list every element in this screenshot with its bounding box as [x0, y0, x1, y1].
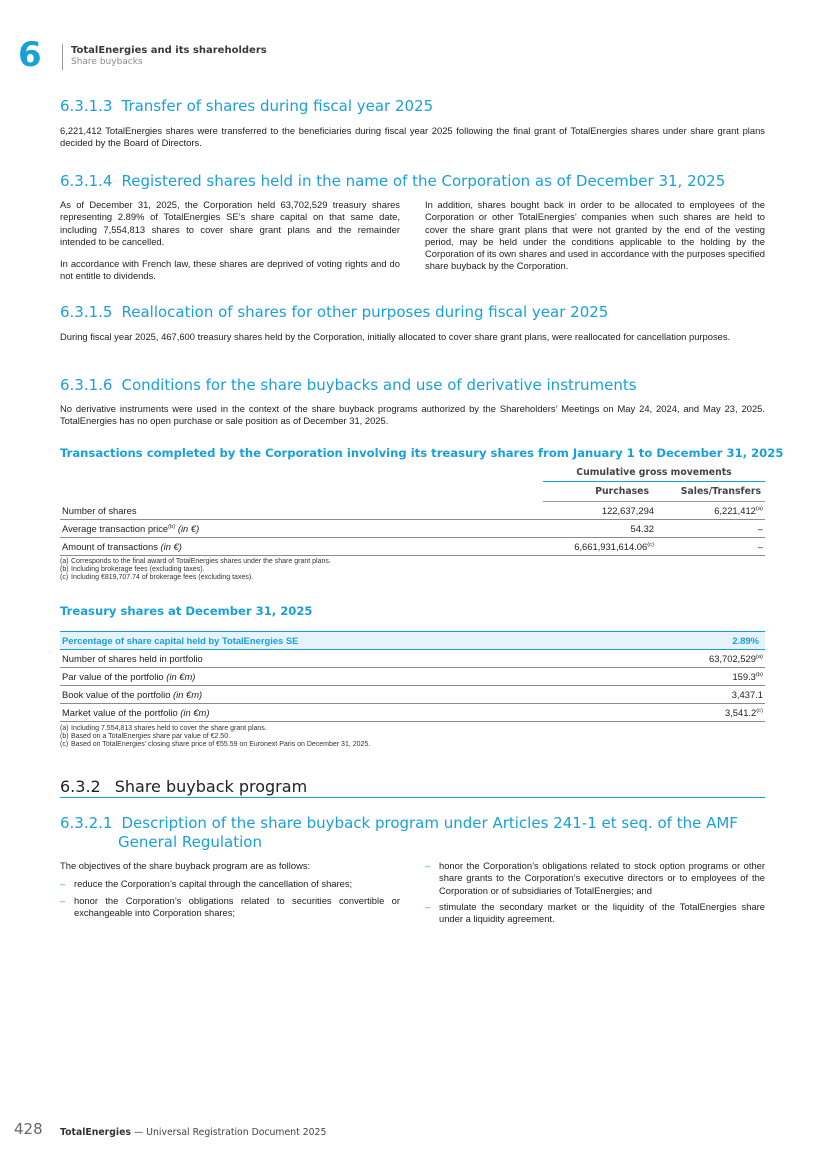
heading-6314: 6.3.1.4 Registered shares held in the name of the Corporation as of December 31, 2025: [60, 172, 726, 190]
sales-cell: –: [656, 520, 765, 538]
row-label: Par value of the portfolio (in €m): [60, 668, 628, 686]
heading-6321-line2: General Regulation: [118, 833, 262, 851]
row-label: Amount of transactions (in €): [60, 538, 479, 556]
highlight-row: [60, 632, 765, 650]
list-item: – honor the Corporation’s obligations related to securities convertible or exchangeable into Corporation shares;: [60, 895, 400, 920]
paragraph-6315: During fiscal year 2025, 467,600 treasury shares held by the Corporation, initially allocated to cover share grant plans, were reallocated for cancellation purposes.: [60, 331, 731, 342]
row-label: Number of shares: [60, 502, 479, 520]
paragraph-6314-left-1: As of December 31, 2025, the Corporation held 63,702,529 treasury shares representing 2.89% of TotalEnergies SE’s share capital on that same date, including 7,554,813 shares to cover share grant plans and the remainder intended to be cancelled.: [60, 199, 400, 247]
transactions-footnotes: [60, 558, 331, 583]
footnote: (a) Including 7,554,813 shares held to cover the share grant plans.: [60, 725, 267, 732]
transactions-table: [60, 502, 765, 556]
list-item: – stimulate the secondary market or the liquidity of the TotalEnergies share under a liquidity agreement.: [425, 901, 765, 926]
row-label: Number of shares held in portfolio: [60, 650, 628, 668]
footnote: (c) Including €819,707.74 of brokerage fees (excluding taxes).: [60, 574, 254, 582]
row-label: Book value of the portfolio (in €m): [60, 686, 628, 704]
table-row: [60, 520, 765, 538]
sales-cell: –: [656, 538, 765, 556]
row-value: 3,437.1: [628, 686, 765, 704]
highlight-label: Percentage of share capital held by TotalEnergies SE: [60, 632, 628, 650]
heading-632-underline: [60, 797, 765, 798]
header-divider: [62, 44, 63, 70]
heading-6313: 6.3.1.3 Transfer of shares during fiscal year 2025: [60, 97, 434, 115]
table-row: [60, 668, 765, 686]
intro-text: The objectives of the share buyback program are as follows:: [60, 860, 311, 871]
sales-cell: 6,221,412$^{(a)}$: [656, 502, 765, 520]
column-6321-left: [60, 860, 400, 923]
treasury-footnotes: [60, 725, 370, 750]
transactions-col-purchases: Purchases: [595, 486, 649, 497]
page-number: 428: [14, 1120, 43, 1138]
row-label: Average transaction price$^{(b)}$ (in €): [60, 520, 479, 538]
heading-632: 6.3.2 Share buyback program: [60, 777, 308, 796]
table-row: [60, 502, 765, 520]
paragraph-6313: 6,221,412 TotalEnergies shares were transferred to the beneficiaries during fiscal year 2025 following the final grant of TotalEnergies shares under share grant plans decided by the Board of Directors.: [60, 125, 765, 149]
row-value: 63,702,529$^{(a)}$: [628, 650, 765, 668]
footnote: (b) Based on a TotalEnergies share par value of €2.50.: [60, 733, 231, 741]
paragraph-6314-right: In addition, shares bought back in order to be allocated to employees of the Corporation or other TotalEnergies’ companies when such shares are held to cover the share grant plans that were not granted by the end of the vesting period, may be held under the conditions applicable to the holding by the Corporation of its own shares and used in accordance with the purposes specified share buyback by the Corporation.: [425, 199, 765, 272]
paragraph-6316: No derivative instruments were used in the context of the share buyback programs authorized by the Shareholders’ Meetings on May 24, 2024, and May 23, 2025. TotalEnergies has no open purchase or sale position as of December 31, 2025.: [60, 403, 765, 427]
purchases-cell: 6,661,931,614.06$^{(c)}$: [479, 538, 656, 556]
chapter-title: TotalEnergies and its shareholders: [71, 45, 267, 56]
transactions-table-title: Transactions completed by the Corporation involving its treasury shares from January 1 to December 31, 2025: [60, 446, 784, 460]
treasury-table-title: Treasury shares at December 31, 2025: [60, 604, 313, 618]
list-item: – reduce the Corporation’s capital through the cancellation of shares;: [60, 878, 400, 890]
table-row: [60, 650, 765, 668]
footnote: (b) Including brokerage fees (excluding taxes).: [60, 566, 205, 574]
table-row: [60, 686, 765, 704]
chapter-number: 6: [18, 35, 42, 75]
row-value: 3,541.2$^{(c)}$: [628, 704, 765, 722]
objectives-list-left: [60, 878, 400, 919]
row-value: 159.3$^{(b)}$: [628, 668, 765, 686]
purchases-cell: 122,637,294: [479, 502, 656, 520]
highlight-value: 2.89%: [628, 632, 765, 650]
footnote: (c) Based on TotalEnergies’ closing share price of €55.59 on Euronext Paris on December 31, 2025.: [60, 741, 371, 749]
section-title: Share buybacks: [71, 57, 143, 67]
footnote: (a) Corresponds to the final award of TotalEnergies shares under the share grant plans.: [60, 558, 331, 565]
treasury-table: [60, 631, 765, 722]
table-row: [60, 704, 765, 722]
heading-6321: 6.3.2.1 Description of the share buyback program under Articles 241-1 et seq. of the AMF: [60, 814, 738, 832]
heading-6316: 6.3.1.6 Conditions for the share buybacks and use of derivative instruments: [60, 376, 637, 394]
transactions-col-sales: Sales/Transfers: [680, 486, 761, 497]
column-6321-right: [425, 860, 765, 929]
footer-text: TotalEnergies — Universal Registration Document 2025: [60, 1127, 327, 1138]
objectives-list-right: [425, 860, 765, 925]
purchases-cell: 54.32: [479, 520, 656, 538]
row-label: Market value of the portfolio (in €m): [60, 704, 628, 722]
transactions-group-header: Cumulative gross movements: [576, 467, 732, 478]
list-item: – honor the Corporation’s obligations related to stock option programs or other share grants to the Corporation’s executive directors or to employees of the Corporation or of subsidiaries of TotalEnergies; and: [425, 860, 765, 897]
table-row: [60, 538, 765, 556]
paragraph-6314-left-2: In accordance with French law, these shares are deprived of voting rights and do not entitle to dividends.: [60, 258, 400, 282]
transactions-group-underline: [543, 481, 765, 482]
heading-6315: 6.3.1.5 Reallocation of shares for other purposes during fiscal year 2025: [60, 303, 609, 321]
